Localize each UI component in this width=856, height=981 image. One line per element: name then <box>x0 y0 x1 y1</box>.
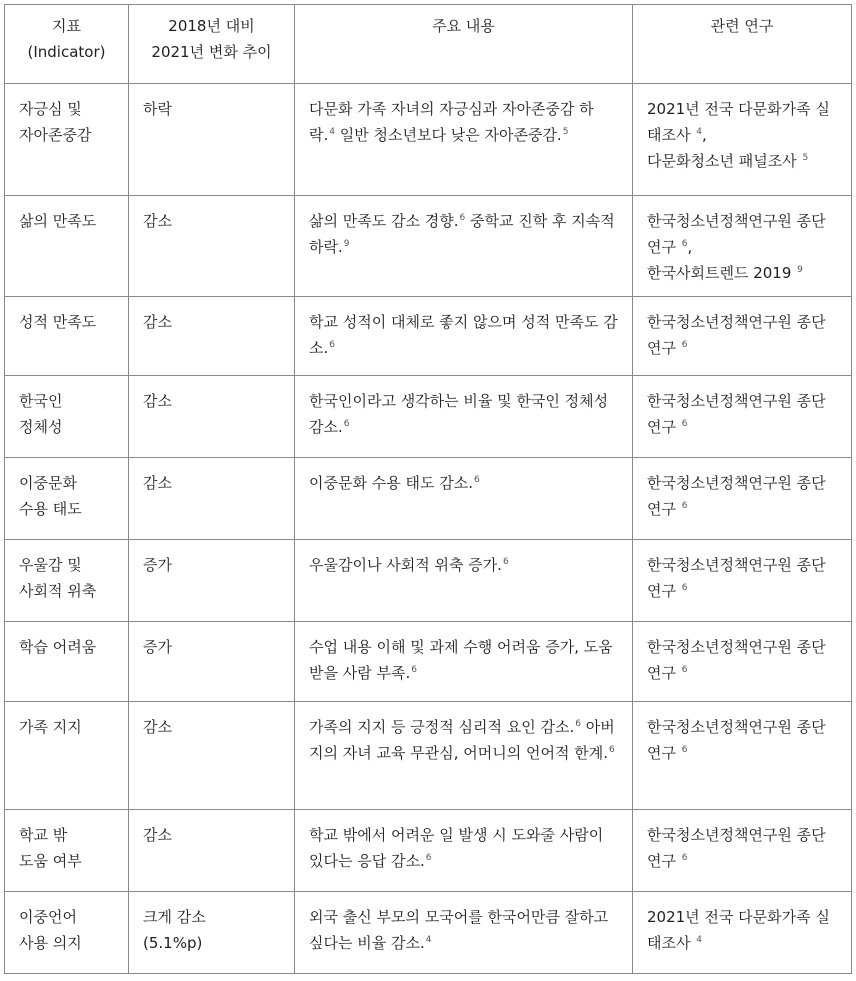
indicator-cell <box>5 196 129 297</box>
trend-cell-text: 감소 <box>143 212 172 230</box>
study-cell <box>633 810 852 892</box>
footnote-ref: 6 <box>343 419 350 429</box>
table-row <box>5 892 852 974</box>
trend-cell <box>129 376 295 458</box>
study-cell <box>633 84 852 196</box>
indicator-cell-text: 성적 만족도 <box>19 313 97 331</box>
content-cell <box>295 297 633 376</box>
header-trend: 2018년 대비 2021년 변화 추이 <box>129 5 295 84</box>
trend-cell <box>129 297 295 376</box>
indicator-cell <box>5 297 129 376</box>
study-cell-text: 한국청소년정책연구원 종단연구 <box>647 826 826 870</box>
footnote-ref: 6 <box>681 665 688 675</box>
study-cell <box>633 702 852 810</box>
indicator-cell-text: 이중언어 사용 의지 <box>19 908 82 952</box>
indicator-cell <box>5 540 129 622</box>
content-cell-text: 한국인이라고 생각하는 비율 및 한국인 정체성 감소. <box>309 392 609 436</box>
content-cell <box>295 810 633 892</box>
study-cell <box>633 297 852 376</box>
study-cell <box>633 196 852 297</box>
content-cell-text: 다문화 가족 자녀의 자긍심과 자아존중감 하락. <box>309 100 594 144</box>
content-cell <box>295 892 633 974</box>
table-body <box>5 84 852 974</box>
study-cell <box>633 458 852 540</box>
study-cell-text: 한국청소년정책연구원 종단연구 <box>647 313 826 357</box>
indicator-table <box>4 4 852 974</box>
footnote-ref: 4 <box>696 935 702 945</box>
trend-cell <box>129 196 295 297</box>
content-cell-text: 중학교 진학 후 지속적 하락. <box>309 212 615 256</box>
table-row <box>5 702 852 810</box>
trend-cell <box>129 84 295 196</box>
table-row <box>5 84 852 196</box>
study-cell-text: 한국청소년정책연구원 종단연구 <box>647 474 826 518</box>
content-cell <box>295 622 633 702</box>
trend-cell-text: 크게 감소 (5.1%p) <box>143 908 206 952</box>
content-cell <box>295 84 633 196</box>
content-cell <box>295 458 633 540</box>
footnote-ref: 6 <box>575 719 581 729</box>
trend-cell <box>129 622 295 702</box>
indicator-cell-text: 학교 밖 도움 여부 <box>19 826 82 870</box>
content-cell <box>295 702 633 810</box>
study-cell-text: 한국청소년정책연구원 종단연구 <box>647 212 826 256</box>
study-cell <box>633 622 852 702</box>
content-cell-text: 이중문화 수용 태도 감소. <box>309 474 473 492</box>
footnote-ref: 5 <box>562 127 569 137</box>
study-cell-text: 한국청소년정책연구원 종단연구 <box>647 718 826 762</box>
footnote-ref: 6 <box>681 745 688 755</box>
footnote-ref: 6 <box>681 853 688 863</box>
content-cell-text: 아버지의 자녀 교육 무관심, 어머니의 언어적 한계. <box>309 718 615 762</box>
trend-cell <box>129 702 295 810</box>
study-cell-text: 한국청소년정책연구원 종단연구 <box>647 638 826 682</box>
header-content: 주요 내용 <box>295 5 633 84</box>
study-cell-text: 2021년 전국 다문화가족 실태조사 <box>647 908 830 952</box>
footnote-ref: 6 <box>425 853 432 863</box>
indicator-cell <box>5 376 129 458</box>
content-cell <box>295 376 633 458</box>
study-cell <box>633 540 852 622</box>
indicator-cell-text: 가족 지지 <box>19 718 82 736</box>
trend-cell-text: 감소 <box>143 313 172 331</box>
content-cell-text: 일반 청소년보다 낮은 자아존중감. <box>335 126 562 144</box>
trend-cell-text: 감소 <box>143 718 172 736</box>
header-indicator: 지표 (Indicator) <box>5 5 129 84</box>
footnote-ref: 4 <box>329 127 335 137</box>
footnote-ref: 4 <box>425 935 432 945</box>
footnote-ref: 6 <box>608 745 615 755</box>
content-cell-text: 수업 내용 이해 및 과제 수행 어려움 증가, 도움받을 사람 부족. <box>309 638 613 682</box>
content-cell-text: 우울감이나 사회적 위축 증가. <box>309 556 502 574</box>
trend-cell-text: 하락 <box>143 100 172 118</box>
trend-cell-text: 증가 <box>143 638 172 656</box>
footnote-ref: 6 <box>459 213 466 223</box>
table-header <box>5 5 852 84</box>
indicator-cell-text: 삶의 만족도 <box>19 212 97 230</box>
footnote-ref: 6 <box>681 583 688 593</box>
trend-cell-text: 감소 <box>143 474 172 492</box>
indicator-cell-text: 학습 어려움 <box>19 638 97 656</box>
header-row <box>5 5 852 84</box>
trend-cell <box>129 540 295 622</box>
content-cell-text: 학교 성적이 대체로 좋지 않으며 성적 만족도 감소. <box>309 313 618 357</box>
footnote-ref: 6 <box>329 340 335 350</box>
content-cell <box>295 540 633 622</box>
footnote-ref: 6 <box>681 501 688 511</box>
trend-cell <box>129 810 295 892</box>
study-cell <box>633 376 852 458</box>
footnote-ref: 6 <box>502 557 509 567</box>
indicator-cell-text: 자긍심 및 자아존중감 <box>19 100 92 144</box>
study-cell-text: , 한국사회트렌드 2019 <box>647 238 792 282</box>
indicator-cell <box>5 458 129 540</box>
footnote-ref: 6 <box>681 340 688 350</box>
table-row <box>5 540 852 622</box>
trend-cell-text: 감소 <box>143 826 172 844</box>
table-row <box>5 297 852 376</box>
indicator-cell-text: 이중문화 수용 태도 <box>19 474 82 518</box>
footnote-ref: 6 <box>681 239 688 249</box>
content-cell-text: 삶의 만족도 감소 경향. <box>309 212 459 230</box>
footnote-ref: 4 <box>696 127 702 137</box>
study-cell-text: 한국청소년정책연구원 종단연구 <box>647 556 826 600</box>
content-cell-text: 외국 출신 부모의 모국어를 한국어만큼 잘하고 싶다는 비율 감소. <box>309 908 609 952</box>
header-study: 관련 연구 <box>633 5 852 84</box>
trend-cell <box>129 458 295 540</box>
footnote-ref: 5 <box>802 153 809 163</box>
indicator-cell <box>5 622 129 702</box>
table-row <box>5 622 852 702</box>
content-cell-text: 학교 밖에서 어려운 일 발생 시 도와줄 사람이 있다는 응답 감소. <box>309 826 604 870</box>
study-cell <box>633 892 852 974</box>
content-cell-text: 가족의 지지 등 긍정적 심리적 요인 감소. <box>309 718 575 736</box>
indicator-cell <box>5 702 129 810</box>
table-row <box>5 376 852 458</box>
indicator-cell-text: 한국인 정체성 <box>19 392 63 436</box>
study-cell-text: 2021년 전국 다문화가족 실태조사 <box>647 100 830 144</box>
trend-cell <box>129 892 295 974</box>
study-cell-text: , 다문화청소년 패널조사 <box>647 126 797 170</box>
table-row <box>5 196 852 297</box>
indicator-cell <box>5 84 129 196</box>
study-cell-text: 한국청소년정책연구원 종단연구 <box>647 392 826 436</box>
footnote-ref: 9 <box>797 265 803 275</box>
indicator-cell <box>5 892 129 974</box>
trend-cell-text: 증가 <box>143 556 172 574</box>
table-row <box>5 810 852 892</box>
indicator-cell <box>5 810 129 892</box>
footnote-ref: 6 <box>681 419 688 429</box>
footnote-ref: 6 <box>473 475 480 485</box>
table-row <box>5 458 852 540</box>
content-cell <box>295 196 633 297</box>
trend-cell-text: 감소 <box>143 392 172 410</box>
footnote-ref: 9 <box>343 239 350 249</box>
footnote-ref: 6 <box>411 665 417 675</box>
indicator-cell-text: 우울감 및 사회적 위축 <box>19 556 97 600</box>
